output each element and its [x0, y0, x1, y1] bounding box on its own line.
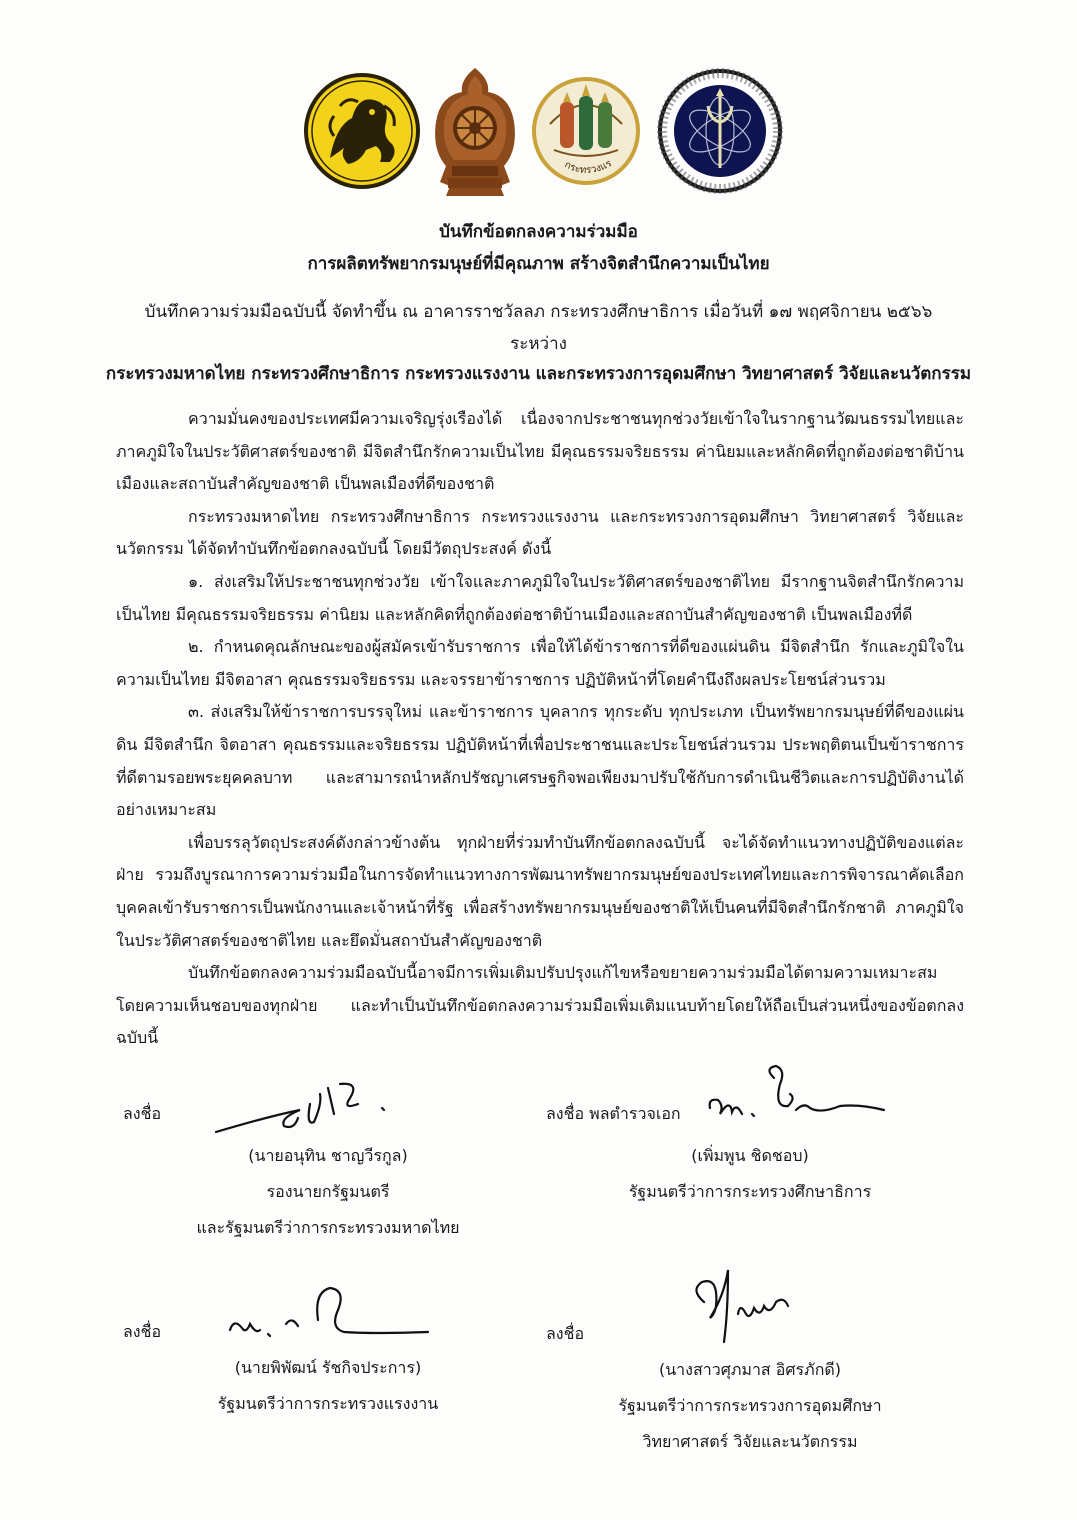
- sign-label: ลงชื่อ: [123, 1322, 162, 1341]
- document-meta: [0, 296, 1077, 360]
- ministry-of-higher-education-seal: [654, 66, 786, 200]
- document-title: [0, 216, 1077, 280]
- sign-label: ลงชื่อ พลตำรวจเอก: [546, 1104, 681, 1123]
- body-paragraph-1: ความมั่นคงของประเทศมีความเจริญรุ่งเรืองได้ เนื่องจากประชาชนทุกช่วงวัยเข้าใจในรากฐานวัฒนธรรมไทยและภาคภูมิใจในประวัติศาสตร์ของชาติ มีจิตสำนึกรักความเป็นไทย มีคุณธรรมจริยธรรม ค่านิยมและหลักคิดที่ถูกต้องต่อชาติบ้านเมืองและสถาบันสำคัญของชาติ เป็นพลเมืองที่ดีของชาติ: [116, 409, 964, 494]
- signatory-details: [168, 1138, 488, 1246]
- title-line-1: บันทึกข้อตกลงความร่วมมือ: [439, 222, 638, 242]
- signatory-position-2: และรัฐมนตรีว่าการกระทรวงมหาดไทย: [196, 1218, 460, 1237]
- body-paragraph-6: เพื่อบรรลุวัตถุประสงค์ดังกล่าวข้างต้น ทุกฝ่ายที่ร่วมทำบันทึกข้อตกลงฉบับนี้ จะได้จัดทำแนวทางปฏิบัติของแต่ละฝ่าย รวมถึงบูรณาการความร่วมมือในการจัดทำแนวทางการพัฒนาทรัพยากรมนุษย์ของประเทศไทยและการพิจารณาคัดเลือกบุคคลเข้ารับราชการเป็นพนักงานและเจ้าหน้าที่รัฐ เพื่อสร้างทรัพยากรมนุษย์ของชาติให้เป็นคนที่มีจิตสำนึกรักชาติ ภาคภูมิใจในประวัติศาสตร์ของชาติไทย และยึดมั่นสถาบันสำคัญของชาติ: [116, 832, 964, 950]
- logo-row: [0, 66, 1077, 206]
- body-paragraph-5: ๓. ส่งเสริมให้ข้าราชการบรรจุใหม่ และข้าราชการ บุคลากร ทุกระดับ ทุกประเภท เป็นทรัพยากรมนุษย์ที่ดีของแผ่นดิน มีจิตสำนึก จิตอาสา คุณธรรมและจริยธรรม ปฏิบัติหน้าที่เพื่อประชาชนและประโยชน์ส่วนรวม ประพฤติตนเป็นข้าราชการที่ดีตามรอยพระยุคคลบาท และสามารถนำหลักปรัชญาเศรษฐกิจพอเพียงมาปรับใช้กับการดำเนินชีวิตและการปฏิบัติงานได้อย่างเหมาะสม: [116, 702, 964, 820]
- trident-seal-icon: [654, 66, 786, 196]
- body-paragraph-4: ๒. กำหนดคุณลักษณะของผู้สมัครเข้ารับราชการ เพื่อให้ได้ข้าราชการที่ดีของแผ่นดิน มีจิตสำนึก รักและภูมิใจในความเป็นไทย มีจิตอาสา คุณธรรมจริยธรรม และจรรยาข้าราชการ ปฏิบัติหน้าที่โดยคำนึงถึงผลประโยชน์ส่วนรวม: [116, 637, 964, 689]
- handwritten-signature: [684, 1262, 814, 1348]
- deity-seal-icon: [530, 66, 642, 196]
- signatory-position: รัฐมนตรีว่าการกระทรวงการอุดมศึกษา: [618, 1396, 882, 1415]
- handwritten-signature: [210, 1074, 400, 1138]
- signatory-position: รัฐมนตรีว่าการกระทรวงแรงงาน: [217, 1394, 439, 1413]
- ministry-of-interior-seal: [300, 66, 424, 200]
- body-paragraph-7: บันทึกข้อตกลงความร่วมมือฉบับนี้อาจมีการเพิ่มเติมปรับปรุงแก้ไขหรือขยายความร่วมมือได้ตามความเหมาะสม โดยความเห็นชอบของทุกฝ่าย และทำเป็นบันทึกข้อตกลงความร่วมมือเพิ่มเติมแนบท้ายโดยให้ถือเป็นส่วนหนึ่งของข้อตกลงฉบับนี้: [116, 963, 964, 1048]
- signatory-name: (นายอนุทิน ชาญวีรกูล): [248, 1146, 408, 1165]
- parties-line: กระทรวงมหาดไทย กระทรวงศึกษาธิการ กระทรวงแรงงาน และกระทรวงการอุดมศึกษา วิทยาศาสตร์ วิจัยและนวัตกรรม: [105, 364, 972, 384]
- labour-seal-text: กระทรวงแร: [562, 158, 614, 177]
- body-paragraph-2: กระทรวงมหาดไทย กระทรวงศึกษาธิการ กระทรวงแรงงาน และกระทรวงการอุดมศึกษา วิทยาศาสตร์ วิจัยและนวัตกรรม ได้จัดทำบันทึกข้อตกลงฉบับนี้ โดยมีวัตถุประสงค์ ดังนี้: [116, 506, 964, 559]
- title-line-2: การผลิตทรัพยากรมนุษย์ที่มีคุณภาพ สร้างจิตสำนึกความเป็นไทย: [307, 254, 770, 274]
- handwritten-signature: [700, 1058, 890, 1130]
- lion-seal-icon: [300, 66, 424, 196]
- place-date-line: บันทึกความร่วมมือฉบับนี้ จัดทำขึ้น ณ อาคารราชวัลลภ กระทรวงศึกษาธิการ เมื่อวันที่ ๑๗ พฤศจิกายน ๒๕๖๖: [144, 302, 933, 322]
- signatory-position: รองนายกรัฐมนตรี: [266, 1182, 390, 1201]
- signatory-details: [590, 1138, 910, 1210]
- signatory-position: รัฐมนตรีว่าการกระทรวงศึกษาธิการ: [628, 1182, 872, 1201]
- between-label: ระหว่าง: [510, 334, 567, 354]
- ministry-of-education-emblem: [430, 66, 520, 202]
- handwritten-signature: [222, 1280, 432, 1344]
- sign-label: ลงชื่อ: [123, 1104, 162, 1123]
- signatory-name: (นายพิพัฒน์ รัชกิจประการ): [234, 1358, 422, 1377]
- ministry-of-labour-seal: [530, 66, 642, 200]
- signatory-name: (นางสาวศุภมาส อิศรภักดี): [658, 1360, 842, 1379]
- signatory-position-2: วิทยาศาสตร์ วิจัยและนวัตกรรม: [642, 1432, 858, 1451]
- body-paragraph-3: ๑. ส่งเสริมให้ประชาชนทุกช่วงวัย เข้าใจและภาคภูมิใจในประวัติศาสตร์ของชาติไทย มีรากฐานจิตสำนึกรักความเป็นไทย มีคุณธรรมจริยธรรม ค่านิยม และหลักคิดที่ถูกต้องต่อชาติบ้านเมืองและสถาบันสำคัญของชาติ เป็นพลเมืองที่ดี: [116, 571, 964, 624]
- signatory-name: (เพิ่มพูน ชิดชอบ): [691, 1146, 809, 1165]
- document-body: [116, 403, 964, 1055]
- dharma-wheel-emblem-icon: [430, 66, 520, 198]
- sign-label: ลงชื่อ: [546, 1324, 585, 1343]
- signatory-details: [168, 1350, 488, 1422]
- signatory-details: [590, 1352, 910, 1460]
